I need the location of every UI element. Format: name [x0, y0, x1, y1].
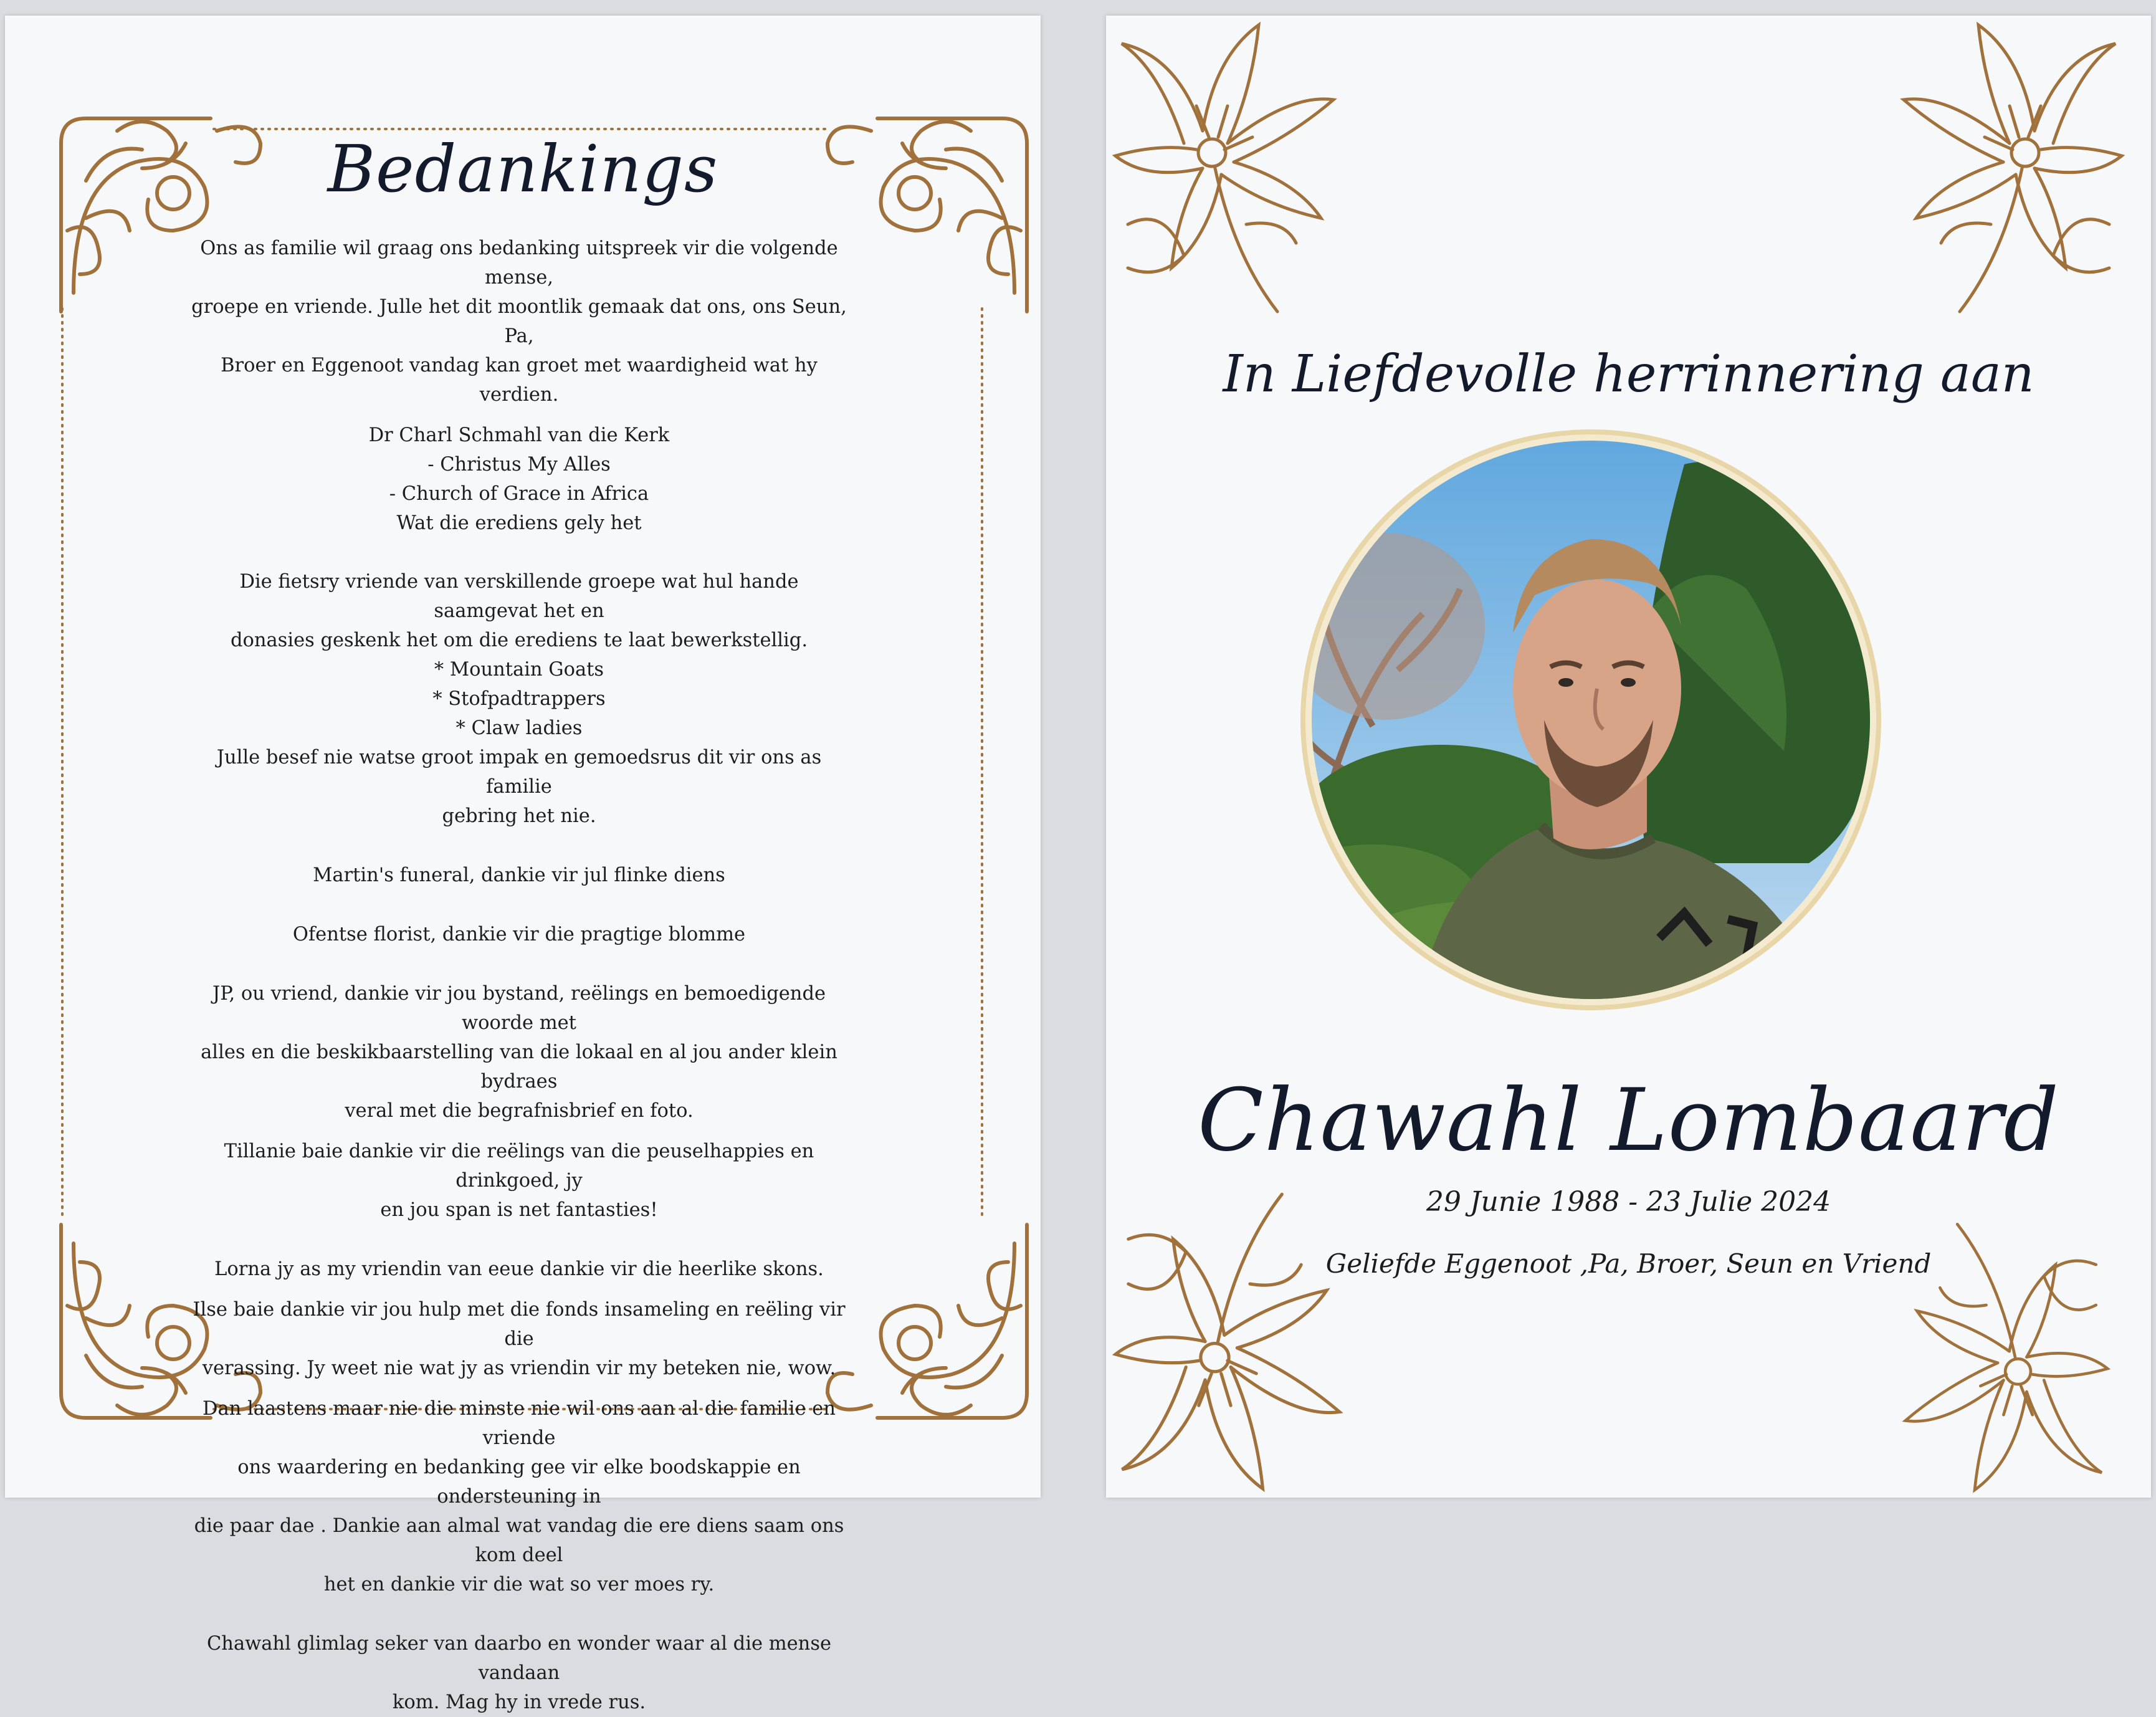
- text-line: gebring het nie.: [442, 805, 596, 827]
- ilse-paragraph: [186, 1295, 852, 1383]
- tillanie-paragraph: [186, 1137, 852, 1225]
- florist-paragraph: Ofentse florist, dankie vir die pragtige blomme: [292, 924, 746, 945]
- lily-flower-bottom-left-icon: [1109, 1187, 1346, 1496]
- text-line: - Christus My Alles: [427, 454, 611, 476]
- text-line: verassing. Jy weet nie wat jy as vriendin vir my beteken nie, wow.: [202, 1357, 836, 1379]
- closing-paragraph: [186, 1629, 852, 1717]
- deceased-name: Chawahl Lombaard: [1198, 1070, 2059, 1170]
- text-line: het en dankie vir die wat so ver moes ry.: [323, 1574, 715, 1595]
- text-line: Julle besef nie watse groot impak en gemoedsrus dit vir ons as familie: [216, 747, 822, 798]
- portrait-photo: [1298, 427, 1884, 1013]
- cycling-friends-paragraph: [186, 567, 852, 831]
- jp-paragraph: [186, 979, 852, 1126]
- text-line: * Claw ladies: [456, 717, 583, 739]
- text-line: Dr Charl Schmahl van die Kerk: [368, 424, 670, 446]
- life-dates: 29 Junie 1988 - 23 Julie 2024: [1426, 1186, 1831, 1218]
- intro-paragraph: [186, 234, 852, 409]
- text-line: donasies geskenk het om die erediens te laat bewerkstellig.: [230, 629, 808, 651]
- text-line: groepe en vriende. Julle het dit moontlik gemaak dat ons, ons Seun, Pa,: [191, 296, 847, 347]
- text-line: - Church of Grace in Africa: [389, 483, 649, 505]
- text-line: kom. Mag hy in vrede rus.: [392, 1691, 646, 1713]
- lorna-paragraph: Lorna jy as my vriendin van eeue dankie vir die heerlike skons.: [214, 1258, 824, 1280]
- text-line: Wat die erediens gely het: [396, 512, 642, 534]
- family-paragraph: [186, 1394, 852, 1599]
- text-line: * Stofpadtrappers: [432, 688, 606, 710]
- text-line: Die fietsry vriende van verskillende groepe wat hul hande saamgevat het en: [239, 571, 799, 622]
- text-line: Broer en Eggenoot vandag kan groet met waardigheid wat hy verdien.: [221, 355, 818, 406]
- page-title: Bedankings: [327, 131, 718, 207]
- text-line: en jou span is net fantasties!: [380, 1199, 658, 1221]
- thank-you-page: [5, 16, 1041, 1713]
- funeral-service-paragraph: Martin's funeral, dankie vir jul flinke diens: [313, 864, 725, 886]
- lily-flower-top-left-icon: [1109, 19, 1340, 318]
- text-line: ons waardering en bedanking gee vir elke boodskappie en ondersteuning in: [237, 1456, 801, 1508]
- text-line: JP, ou vriend, dankie vir jou bystand, reëlings en bemoedigende woorde met: [212, 983, 826, 1034]
- text-line: * Mountain Goats: [434, 659, 604, 681]
- cover-page: [1106, 16, 2151, 1498]
- text-line: Tillanie baie dankie vir die reëlings van die peuselhappies en drinkgoed, jy: [224, 1141, 814, 1192]
- text-line: veral met die begrafnisbrief en foto.: [345, 1100, 694, 1122]
- thank-you-text: [186, 234, 852, 1717]
- text-line: Chawahl glimlag seker van daarbo en wonder waar al die mense vandaan: [206, 1633, 832, 1684]
- epitaph: Geliefde Eggenoot ,Pa, Broer, Seun en Vriend: [1325, 1248, 1932, 1279]
- lily-flower-top-right-icon: [1876, 19, 2150, 318]
- text-line: Ilse baie dankie vir jou hulp met die fonds insameling en reëling vir die: [193, 1299, 846, 1350]
- memorial-heading: In Liefdevolle herrinnering aan: [1223, 345, 2034, 404]
- text-line: Dan laastens maar nie die minste nie wil ons aan al die familie en vriende: [202, 1398, 836, 1449]
- text-line: Ons as familie wil graag ons bedanking uitspreek vir die volgende mense,: [200, 237, 838, 289]
- minister-paragraph: [186, 421, 852, 538]
- text-line: alles en die beskikbaarstelling van die lokaal en al jou ander klein bydraes: [201, 1041, 837, 1093]
- text-line: die paar dae . Dankie aan almal wat vandag die ere diens saam ons kom deel: [194, 1515, 844, 1566]
